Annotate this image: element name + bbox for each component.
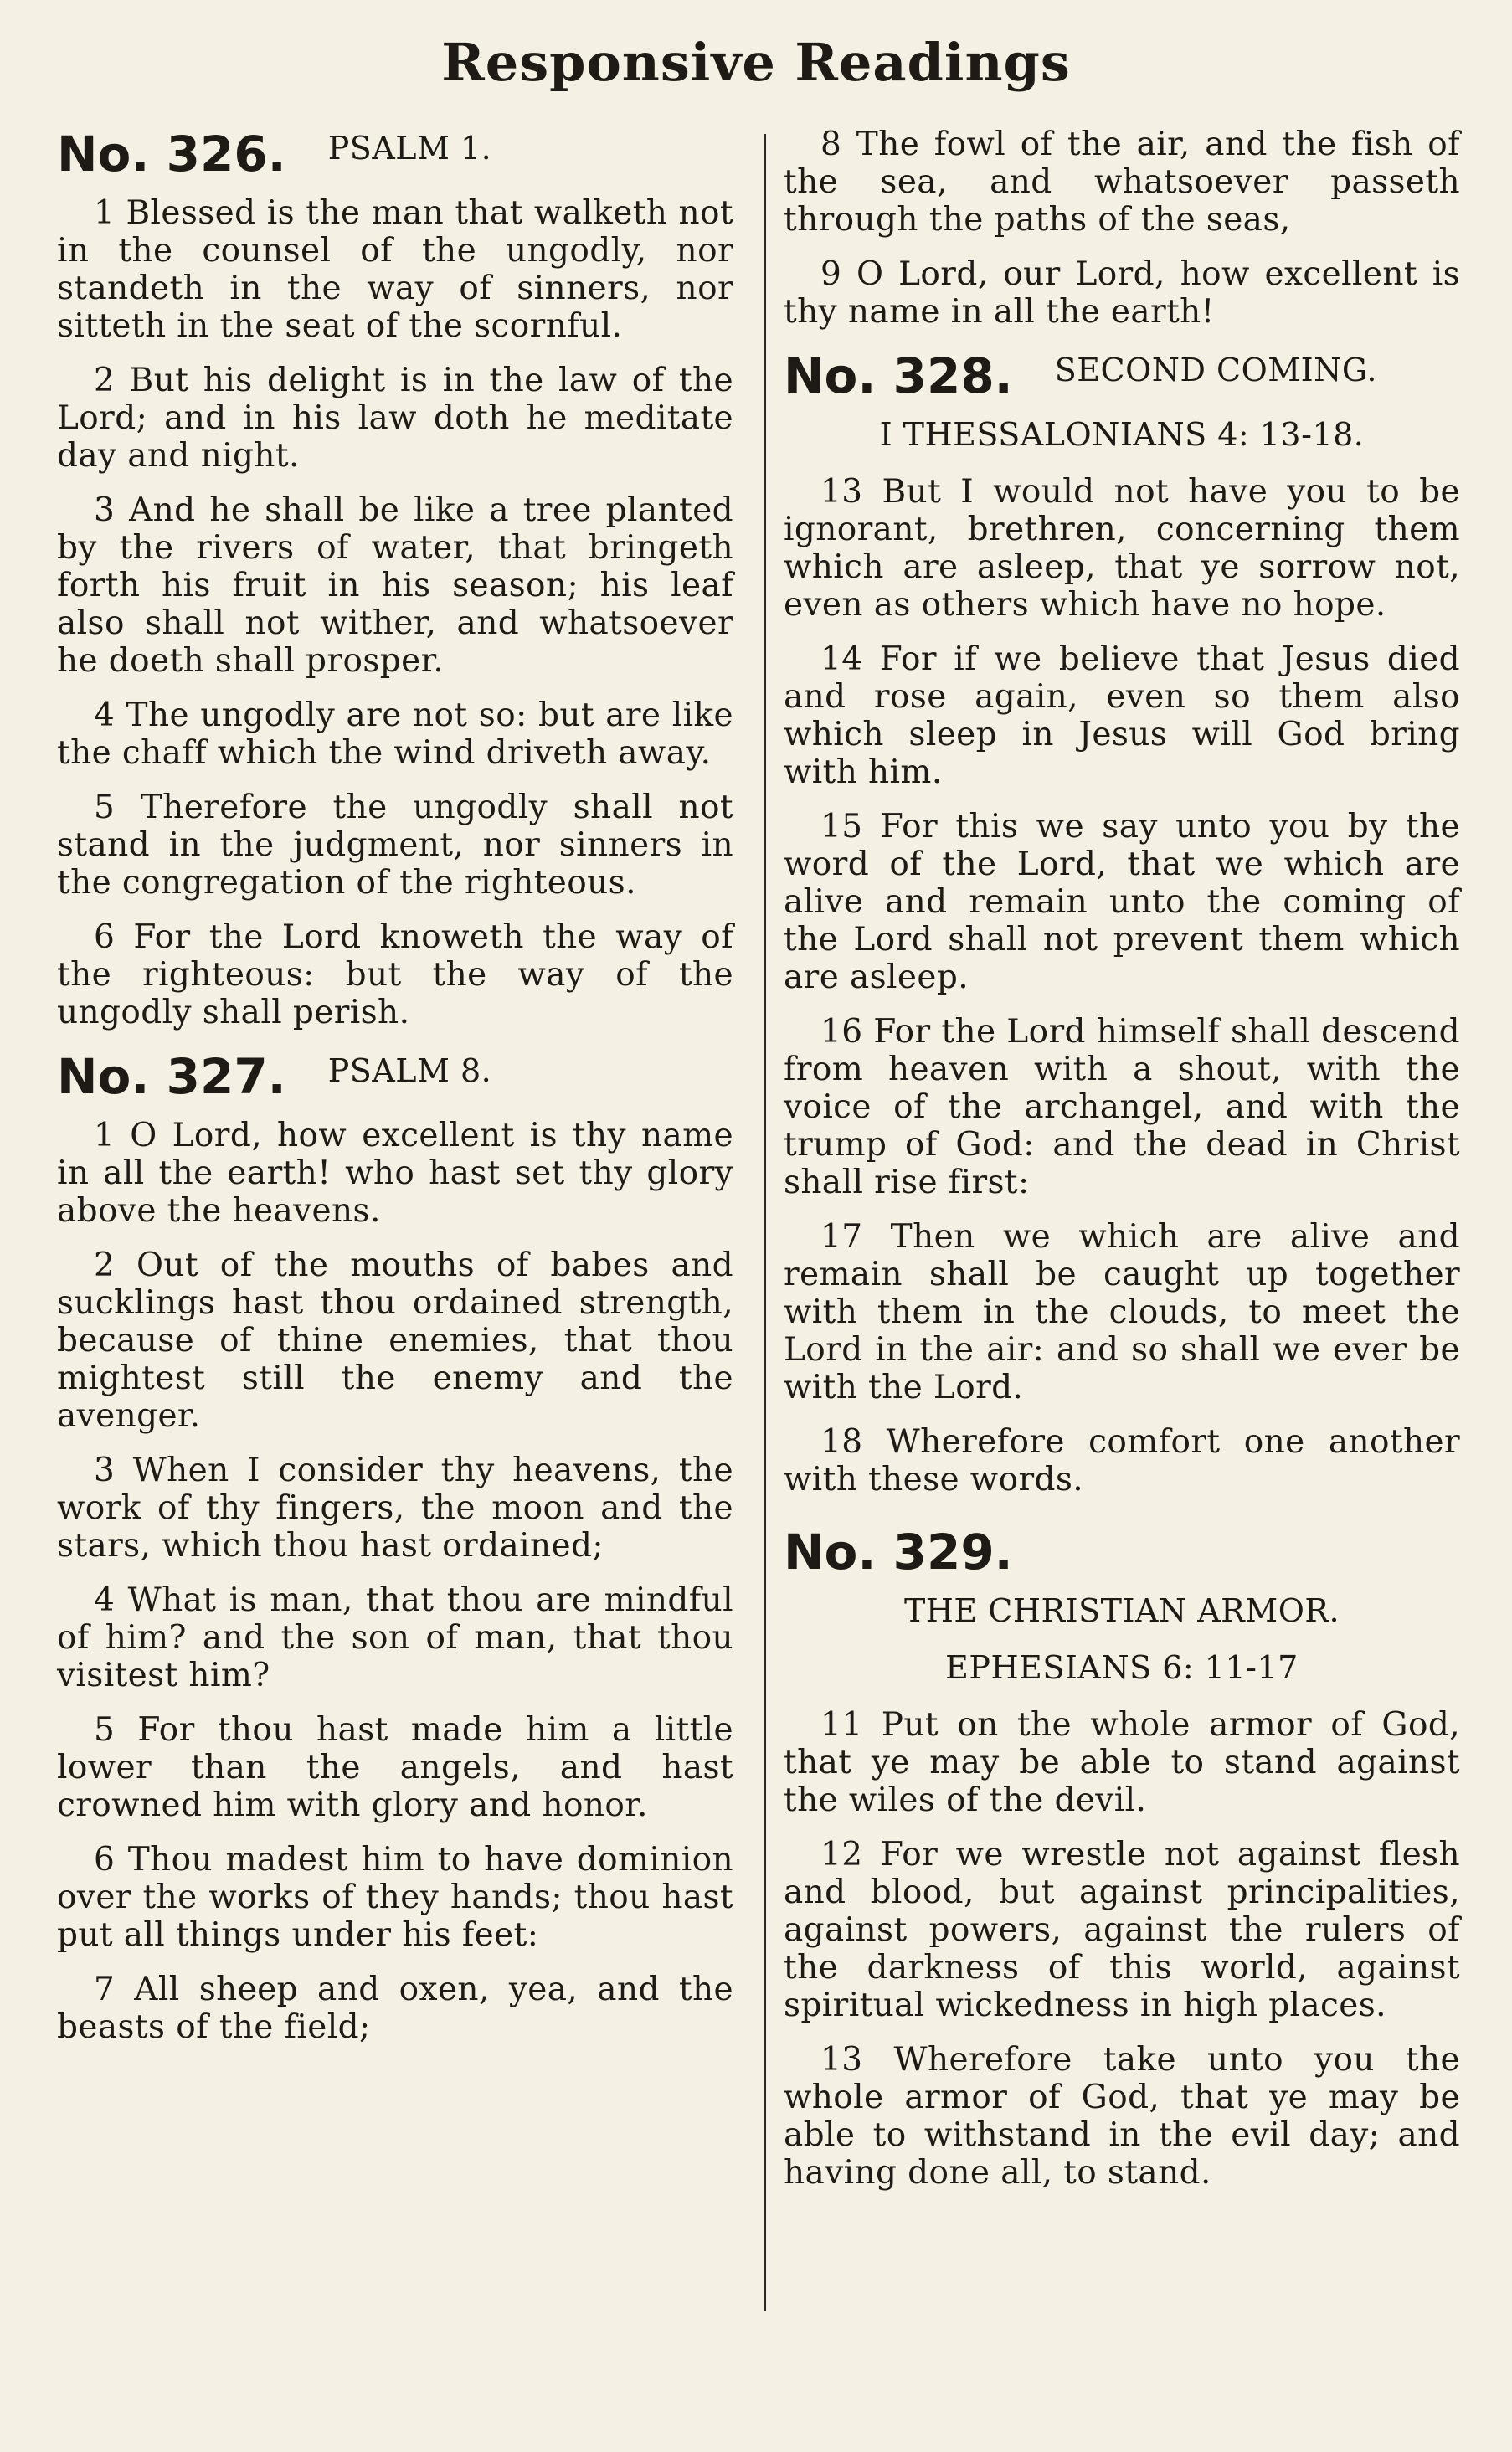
reading-title: THE CHRISTIAN ARMOR. [903, 1592, 1340, 1629]
verse: 12 For we wrestle not against flesh and blood, but against principalities, against powers, against the rulers of the darkness of this world, against spiritual wickedness in high places. [784, 1836, 1460, 2024]
verse: 3 When I consider thy heavens, the work of thy fingers, the moon and the stars, which thou hast ordained; [57, 1452, 733, 1565]
verse: 11 Put on the whole armor of God, that ye may be able to stand against the wiles of the devil. [784, 1706, 1460, 1819]
verse: 17 Then we which are alive and remain shall be caught up together with them in the clouds, to meet the Lord in the air: and so shall we ever be with the Lord. [784, 1218, 1460, 1406]
reading-number: No. 329. [784, 1524, 1013, 1581]
verse: 15 For this we say unto you by the word of the Lord, that we which are alive and remain unto the coming of the Lord shall not prevent them which are asleep. [784, 808, 1460, 996]
reading-326-heading [57, 126, 733, 182]
reading-329-heading [784, 1524, 1460, 1581]
reading-328-heading [784, 347, 1460, 404]
verse: 16 For the Lord himself shall descend from heaven with a shout, with the voice of the archangel, and with the trump of God: and the dead in Christ shall rise first: [784, 1013, 1460, 1201]
verse: 2 But his delight is in the law of the Lord; and in his law doth he meditate day and night. [57, 362, 733, 475]
verse: 5 Therefore the ungodly shall not stand in the judgment, nor sinners in the congregation of the righteous. [57, 789, 733, 902]
reading-327-heading [57, 1048, 733, 1105]
page-header: Responsive Readings [441, 32, 1071, 93]
reading-title: PSALM 1. [327, 130, 492, 167]
verse: 18 Wherefore comfort one another with these words. [784, 1423, 1460, 1498]
reading-title: PSALM 8. [327, 1052, 492, 1089]
verse: 8 The fowl of the air, and the fish of the sea, and whatsoever passeth through the paths of the seas, [784, 126, 1460, 239]
verse: 4 The ungodly are not so: but are like the chaff which the wind driveth away. [57, 697, 733, 772]
verse: 7 All sheep and oxen, yea, and the beasts of the field; [57, 1971, 733, 2046]
left-column [57, 117, 733, 2063]
verse: 1 Blessed is the man that walketh not in the counsel of the ungodly, nor standeth in the way of sinners, nor sitteth in the seat of the scornful. [57, 194, 733, 345]
verse: 6 Thou madest him to have dominion over the works of they hands; thou hast put all things under his feet: [57, 1841, 733, 1954]
right-column [784, 126, 1460, 2208]
reading-number: No. 326. [57, 126, 286, 182]
verse: 4 What is man, that thou are mindful of him? and the son of man, that thou visitest him? [57, 1581, 733, 1694]
reading-subtitle: EPHESIANS 6: 11-17 [945, 1649, 1299, 1686]
verse: 14 For if we believe that Jesus died and rose again, even so them also which sleep in Jesus will God bring with him. [784, 640, 1460, 791]
verse: 3 And he shall be like a tree planted by the rivers of water, that bringeth forth his fruit in his season; his leaf also shall not wither, and whatsoever he doeth shall prosper. [57, 491, 733, 680]
verse: 13 Wherefore take unto you the whole armor of God, that ye may be able to withstand in the evil day; and having done all, to stand. [784, 2041, 1460, 2192]
verse: 1 O Lord, how excellent is thy name in all the earth! who hast set thy glory above the heavens. [57, 1117, 733, 1230]
verse: 5 For thou hast made him a little lower than the angels, and hast crowned him with glory and honor. [57, 1711, 733, 1824]
verse: 13 But I would not have you to be ignorant, brethren, concerning them which are asleep, that ye sorrow not, even as others which have no hope. [784, 473, 1460, 624]
verse: 6 For the Lord knoweth the way of the righteous: but the way of the ungodly shall perish. [57, 918, 733, 1031]
column-divider [764, 134, 766, 2311]
verse: 9 O Lord, our Lord, how excellent is thy name in all the earth! [784, 255, 1460, 331]
reading-title: SECOND COMING. [1054, 352, 1377, 388]
reading-number: No. 328. [784, 347, 1013, 404]
reading-number: No. 327. [57, 1048, 286, 1105]
verse: 2 Out of the mouths of babes and sucklings hast thou ordained strength, because of thine enemies, that thou mightest still the enemy and the avenger. [57, 1247, 733, 1435]
reading-subtitle: I THESSALONIANS 4: 13-18. [879, 416, 1365, 453]
